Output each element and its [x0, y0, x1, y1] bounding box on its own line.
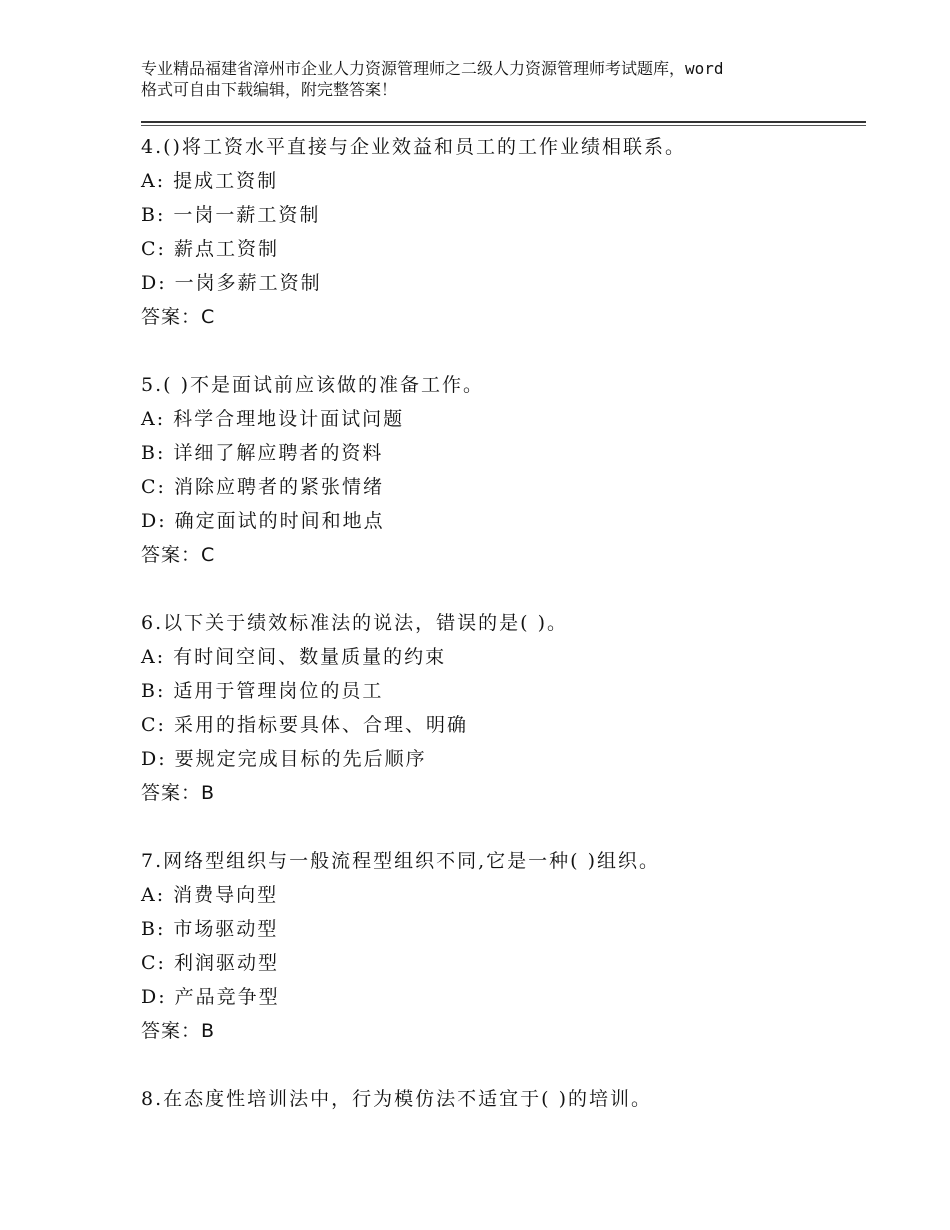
option-d: D: 要规定完成目标的先后顺序	[141, 748, 427, 770]
option-b: B: 一岗一薪工资制	[141, 204, 321, 226]
option-b: B: 适用于管理岗位的员工	[141, 680, 384, 702]
option-d: D: 产品竞争型	[141, 986, 280, 1008]
option-c: C: 消除应聘者的紧张情绪	[141, 476, 384, 498]
question-text: 8.在态度性培训法中，行为模仿法不适宜于( )的培训。	[141, 1088, 652, 1110]
header-title-line-2: 格式可自由下载编辑，附完整答案！	[141, 80, 398, 99]
header-divider-thick	[141, 121, 866, 123]
question-6	[141, 606, 881, 810]
option-c: C: 采用的指标要具体、合理、明确	[141, 714, 468, 736]
answer: 答案：B	[141, 782, 216, 804]
header-divider-thin	[141, 125, 866, 126]
header-title-line-1: 专业精品福建省漳州市企业人力资源管理师之二级人力资源管理师考试题库，word	[141, 59, 724, 78]
question-text: 4.()将工资水平直接与企业效益和员工的工作业绩相联系。	[141, 136, 686, 158]
option-a: A: 有时间空间、数量质量的约束	[141, 646, 447, 668]
answer: 答案：C	[141, 306, 216, 328]
question-7	[141, 844, 881, 1048]
document-header	[141, 58, 841, 100]
question-5	[141, 368, 881, 572]
question-text: 5.( )不是面试前应该做的准备工作。	[141, 374, 484, 396]
question-list	[141, 130, 881, 1150]
option-a: A: 消费导向型	[141, 884, 279, 906]
answer: 答案：C	[141, 544, 216, 566]
option-d: D: 确定面试的时间和地点	[141, 510, 385, 532]
option-c: C: 薪点工资制	[141, 238, 279, 260]
option-d: D: 一岗多薪工资制	[141, 272, 322, 294]
option-a: A: 提成工资制	[141, 170, 279, 192]
option-a: A: 科学合理地设计面试问题	[141, 408, 405, 430]
option-b: B: 市场驱动型	[141, 918, 279, 940]
option-b: B: 详细了解应聘者的资料	[141, 442, 384, 464]
question-4	[141, 130, 881, 334]
question-8	[141, 1082, 881, 1116]
answer: 答案：B	[141, 1020, 216, 1042]
question-text: 6.以下关于绩效标准法的说法，错误的是( )。	[141, 612, 568, 634]
question-text: 7.网络型组织与一般流程型组织不同,它是一种( )组织。	[141, 850, 661, 872]
option-c: C: 利润驱动型	[141, 952, 279, 974]
